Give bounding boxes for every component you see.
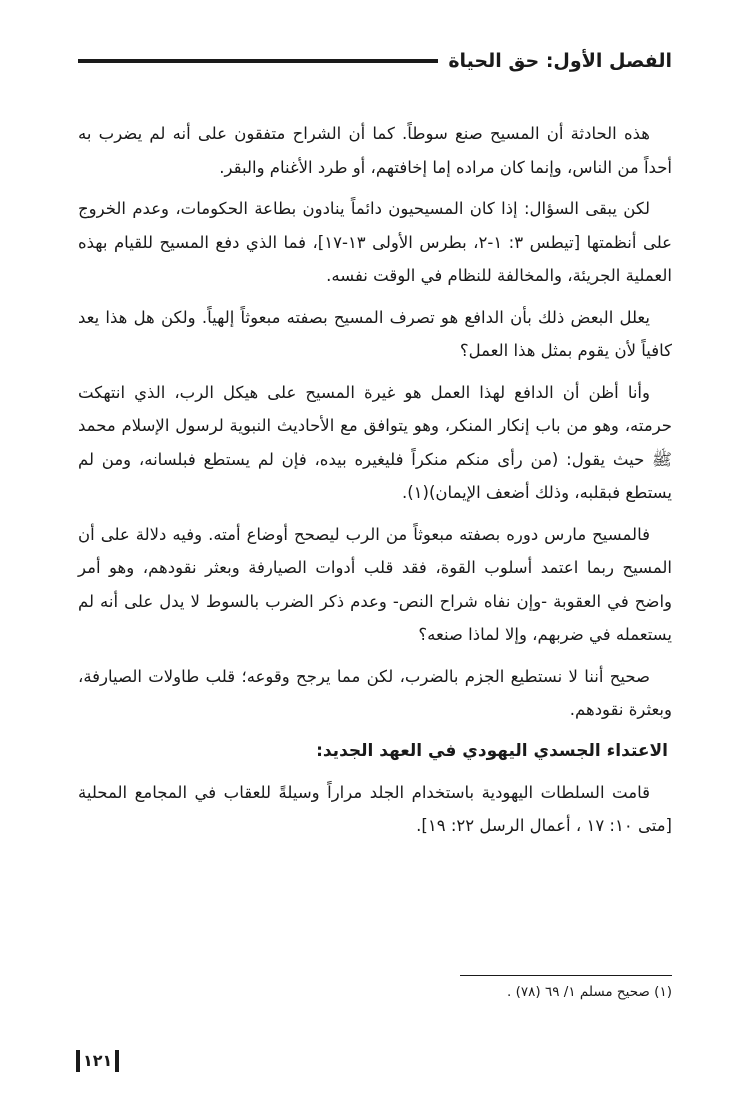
main-text [78,117,672,851]
paragraph: لكن يبقى السؤال: إذا كان المسيحيون دائماً ينادون بطاعة الحكومات، وعدم الخروج على أنظمتها [تيطس ٣: ١-٢، بطرس الأولى ١٣-١٧]، فما الذي دفع المسيح للقيام بهذه العملية الجريئة، والمخالفة للنظام في الوقت نفسه. [78,199,673,285]
paragraph: فالمسيح مارس دوره بصفته مبعوثاً من الرب ليصحح أوضاع أمته. وفيه دلالة على أن المسيح ربما اعتمد أسلوب القوة، فقد قلب أدوات الصيارفة وبعثر نقودهم، وهو أمر واضح في العقوبة -وإن نفاه شراح النص- وعدم ذكر الضرب بالسوط لا يدل على أنه لم يستعمله في ضربهم، وإلا لماذا صنعه؟ [78,524,672,644]
paragraph: يعلل البعض ذلك بأن الدافع هو تصرف المسيح بصفته مبعوثاً إلهياً. ولكن هل هذا يعد كافياً لأن يقوم بمثل هذا العمل؟ [78,307,672,360]
footnote: (١) صحيح مسلم ١/ ٦٩ (٧٨) . [507,984,672,1000]
section-heading: الاعتداء الجسدي اليهودي في العهد الجديد: [316,740,668,761]
folio-bar-right [115,1050,119,1072]
paragraph: قامت السلطات اليهودية باستخدام الجلد مراراً وسيلةً للعقاب في المجامع المحلية [متى ١٠: ١٧ ، أعمال الرسل ٢٢: ١٩]. [78,782,672,835]
paragraph: وأنا أظن أن الدافع لهذا العمل هو غيرة المسيح على هيكل الرب، الذي انتهكت حرمته، وهو من باب إنكار المنكر، وهو يتوافق مع الأحاديث النبوية لرسول الإسلام محمد ﷺ حيث يقول: (من رأى منكم منكراً فليغيره بيده، فإن لم يستطع فبلسانه، ومن لم يستطع فبقلبه، وذلك أضعف الإيمان)(١). [78,382,672,502]
page-number-box [76,1048,119,1074]
paragraph: هذه الحادثة أن المسيح صنع سوطاً. كما أن الشراح متفقون على أنه لم يضرب به أحداً من الناس، وإنما كان مراده إما إخافتهم، أو طرد الأغنام والبقر. [78,124,672,177]
page-number: ١٢١ [83,1051,113,1070]
running-header [78,46,672,76]
paragraph: صحيح أننا لا نستطيع الجزم بالضرب، لكن مما يرجح وقوعه؛ قلب طاولات الصيارفة، وبعثرة نقودهم. [78,666,672,719]
header-rule [78,59,438,63]
footnote-rule [460,975,672,976]
chapter-title: الفصل الأول: حق الحياة [448,50,672,72]
